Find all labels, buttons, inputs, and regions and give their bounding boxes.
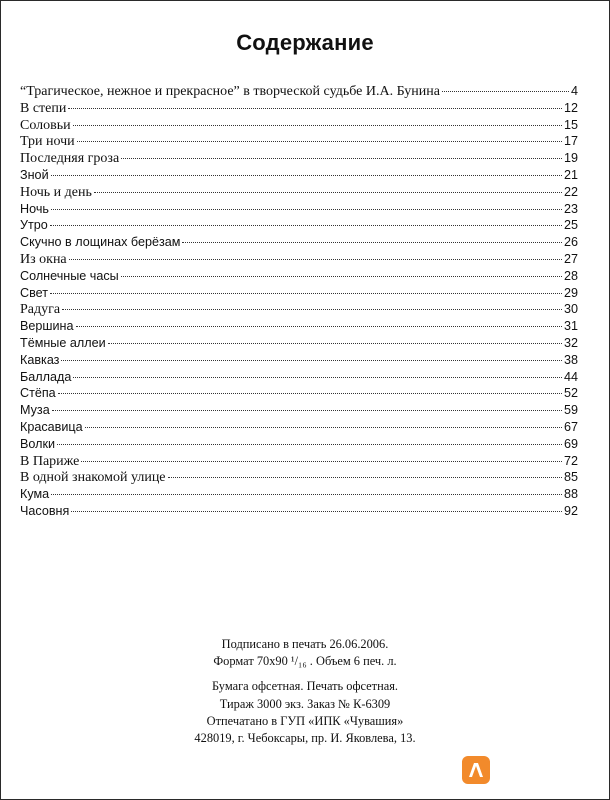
- toc-entry-title: Солнечные часы: [20, 268, 119, 283]
- toc-entry-page: 15: [563, 117, 578, 132]
- toc-dot-leader: [52, 410, 562, 411]
- imprint-paper: Бумага офсетная. Печать офсетная.: [211, 679, 399, 694]
- imprint-run: Тираж 3000 экз. Заказ № К-6309: [219, 696, 391, 711]
- toc-dot-leader: [77, 141, 562, 142]
- toc-dot-leader: [62, 309, 562, 310]
- toc-entry-title: Последняя гроза: [20, 151, 120, 167]
- toc-entry: [20, 117, 578, 134]
- toc-entry: [20, 133, 578, 150]
- toc-dot-leader: [50, 293, 562, 294]
- toc-entry-title: Муза: [20, 403, 50, 418]
- toc-entry: [20, 352, 578, 369]
- toc-entry-title: Вершина: [20, 319, 74, 334]
- toc-dot-leader: [51, 175, 562, 176]
- toc-dot-leader: [168, 477, 562, 478]
- toc-entry: [20, 402, 578, 419]
- toc-dot-leader: [81, 461, 562, 462]
- toc-entry-title: Скучно в лощинах берёзам: [20, 235, 181, 250]
- toc-entry: [20, 318, 578, 335]
- toc-entry-title: Утро: [20, 218, 48, 233]
- toc-entry-page: 28: [563, 268, 578, 283]
- toc-dot-leader: [58, 393, 562, 394]
- toc-entry-title: Радуга: [20, 302, 61, 318]
- toc-entry-page: 23: [563, 201, 578, 216]
- toc-entry: [20, 469, 578, 486]
- imprint-address: 428019, г. Чебоксары, пр. И. Яковлева, 13.: [194, 731, 416, 746]
- toc-entry-page: 12: [563, 100, 578, 115]
- toc-entry-title: Часовня: [20, 503, 70, 518]
- toc-entry-page: 25: [563, 218, 578, 233]
- toc-entry-page: 92: [563, 503, 578, 518]
- logo-glyph-icon: [466, 760, 486, 780]
- toc-dot-leader: [182, 242, 562, 243]
- toc-entry: [20, 268, 578, 285]
- toc-entry-title: Соловьи: [20, 117, 71, 133]
- toc-entry-title: В одной знакомой улице: [20, 470, 166, 486]
- toc-entry-page: 69: [563, 436, 578, 451]
- toc-entry-title: Баллада: [20, 369, 72, 384]
- toc-entry: [20, 201, 578, 218]
- toc-entry: [20, 217, 578, 234]
- toc-entry-page: 31: [563, 319, 578, 334]
- page-title: Содержание: [236, 30, 374, 55]
- toc-dot-leader: [76, 326, 562, 327]
- toc-entry: [20, 100, 578, 117]
- toc-entry-title: Волки: [20, 436, 56, 451]
- toc-entry-page: 38: [563, 352, 578, 367]
- toc-dot-leader: [73, 125, 562, 126]
- toc-entry: [20, 419, 578, 436]
- toc-dot-leader: [57, 444, 562, 445]
- toc-entry: [20, 83, 578, 100]
- toc-entry: [20, 486, 578, 503]
- toc-entry: [20, 503, 578, 520]
- toc-dot-leader: [61, 360, 562, 361]
- toc-dot-leader: [121, 158, 562, 159]
- toc-entry: [20, 335, 578, 352]
- toc-entry-title: Кавказ: [20, 352, 60, 367]
- toc-entry-title: В степи: [20, 100, 67, 116]
- toc-dot-leader: [50, 225, 562, 226]
- toc-entry-page: 22: [563, 184, 578, 199]
- toc-entry-title: В Париже: [20, 453, 80, 469]
- toc-entry: [20, 369, 578, 386]
- toc-dot-leader: [71, 511, 562, 512]
- toc-dot-leader: [51, 494, 562, 495]
- publisher-logo-icon: [462, 756, 490, 784]
- toc-dot-leader: [108, 343, 562, 344]
- toc-entry: [20, 436, 578, 453]
- toc-entry-title: Красавица: [20, 419, 83, 434]
- toc-entry-page: 72: [563, 453, 578, 468]
- toc-entry-page: 32: [563, 335, 578, 350]
- toc-entry: [20, 251, 578, 268]
- imprint-format: Формат 70x90 ¹/₁₆ . Объем 6 печ. л.: [213, 654, 397, 669]
- imprint-printed: Отпечатано в ГУП «ИПК «Чувашия»: [206, 713, 404, 728]
- toc-entry-title: Зной: [20, 167, 49, 182]
- toc-dot-leader: [85, 427, 562, 428]
- toc-dot-leader: [51, 209, 562, 210]
- toc-entry: [20, 385, 578, 402]
- toc-dot-leader: [121, 276, 562, 277]
- toc-entry: [20, 234, 578, 251]
- toc-entry-page: 29: [563, 285, 578, 300]
- toc-entry-page: 88: [563, 487, 578, 502]
- toc-entry-title: Кума: [20, 487, 50, 502]
- toc-dot-leader: [69, 259, 562, 260]
- toc-entry: [20, 150, 578, 167]
- toc-entry-page: 21: [563, 167, 578, 182]
- toc-entry-page: 67: [563, 419, 578, 434]
- toc-entry-page: 52: [563, 386, 578, 401]
- imprint-block: [0, 636, 610, 747]
- toc-entry-title: Ночь и день: [20, 184, 92, 200]
- table-of-contents: [20, 83, 578, 520]
- toc-entry-page: 26: [563, 235, 578, 250]
- toc-entry-title: Из окна: [20, 251, 67, 267]
- toc-entry: [20, 453, 578, 470]
- toc-entry-page: 30: [563, 302, 578, 317]
- toc-entry-title: Три ночи: [20, 134, 75, 150]
- toc-entry-page: 85: [563, 470, 578, 485]
- toc-entry-title: Стёпа: [20, 386, 56, 401]
- toc-entry: [20, 167, 578, 184]
- toc-entry-page: 27: [563, 251, 578, 266]
- toc-dot-leader: [73, 377, 562, 378]
- toc-entry-page: 19: [563, 151, 578, 166]
- toc-entry-title: Тёмные аллеи: [20, 335, 106, 350]
- toc-dot-leader: [68, 108, 562, 109]
- imprint-signed: Подписано в печать 26.06.2006.: [221, 637, 389, 651]
- toc-entry-title: “Трагическое, нежное и прекрасное” в творческой судьбе И.А. Бунина: [20, 84, 440, 99]
- toc-entry: [20, 285, 578, 302]
- toc-entry-page: 44: [563, 369, 578, 384]
- toc-entry-page: 59: [563, 403, 578, 418]
- toc-entry-page: 17: [563, 134, 578, 149]
- toc-entry: [20, 301, 578, 318]
- toc-dot-leader: [442, 91, 569, 92]
- toc-dot-leader: [94, 192, 562, 193]
- toc-entry-page: 4: [570, 84, 578, 98]
- toc-entry-title: Свет: [20, 285, 48, 300]
- toc-entry-title: Ночь: [20, 201, 49, 216]
- toc-entry: [20, 184, 578, 201]
